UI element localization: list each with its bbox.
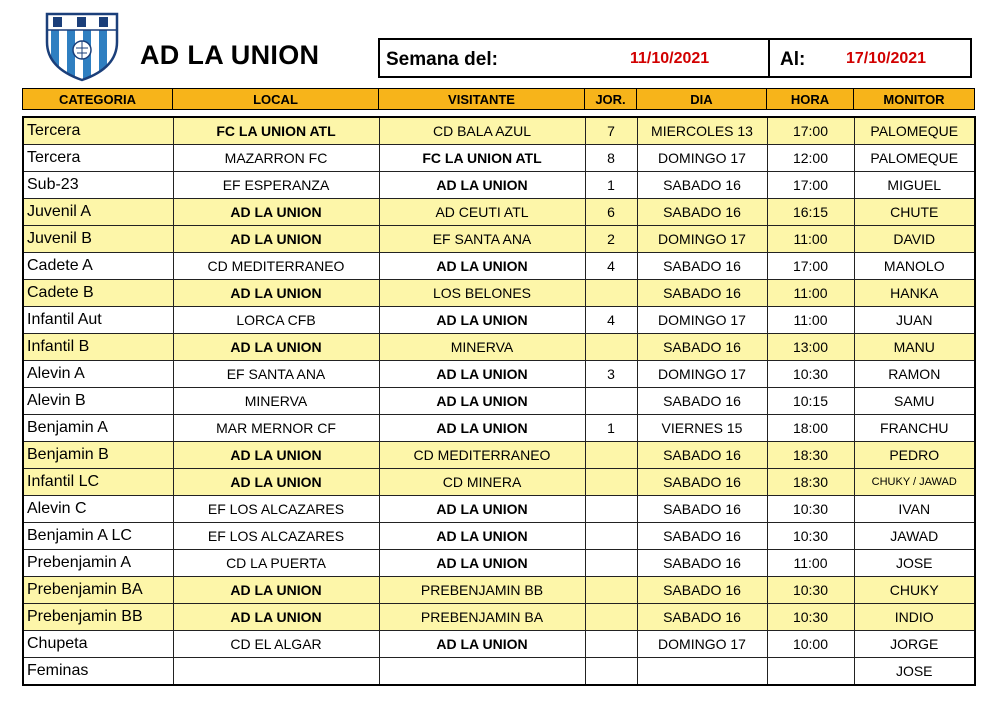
club-crest-icon bbox=[43, 8, 121, 82]
monitor-cell: CHUKY bbox=[854, 577, 975, 604]
table-row bbox=[23, 604, 975, 631]
monitor-cell: CHUTE bbox=[854, 199, 975, 226]
monitor-cell: PEDRO bbox=[854, 442, 975, 469]
matchday-cell: 8 bbox=[585, 145, 637, 172]
monitor-cell: MANU bbox=[854, 334, 975, 361]
table-row bbox=[23, 658, 975, 686]
matchday-cell bbox=[585, 577, 637, 604]
day-cell: SABADO 16 bbox=[637, 388, 767, 415]
monitor-cell: IVAN bbox=[854, 496, 975, 523]
day-cell: SABADO 16 bbox=[637, 496, 767, 523]
monitor-cell: HANKA bbox=[854, 280, 975, 307]
table-row bbox=[23, 253, 975, 280]
category-cell: Prebenjamin BB bbox=[23, 604, 173, 631]
visitor-team-cell: CD MINERA bbox=[379, 469, 585, 496]
monitor-cell: INDIO bbox=[854, 604, 975, 631]
time-cell: 10:00 bbox=[767, 631, 854, 658]
matchday-cell bbox=[585, 388, 637, 415]
table-row bbox=[23, 415, 975, 442]
time-cell bbox=[767, 658, 854, 686]
day-cell: DOMINGO 17 bbox=[637, 226, 767, 253]
visitor-team-cell: AD LA UNION bbox=[379, 550, 585, 577]
table-row bbox=[23, 199, 975, 226]
visitor-team-cell: AD LA UNION bbox=[379, 361, 585, 388]
visitor-team-cell: AD LA UNION bbox=[379, 415, 585, 442]
local-team-cell: EF LOS ALCAZARES bbox=[173, 523, 379, 550]
visitor-team-cell: AD LA UNION bbox=[379, 496, 585, 523]
column-header-categoria: CATEGORIA bbox=[23, 89, 173, 110]
visitor-team-cell: AD CEUTI ATL bbox=[379, 199, 585, 226]
monitor-cell: MANOLO bbox=[854, 253, 975, 280]
category-cell: Cadete B bbox=[23, 280, 173, 307]
time-cell: 11:00 bbox=[767, 280, 854, 307]
category-cell: Benjamin B bbox=[23, 442, 173, 469]
day-cell: SABADO 16 bbox=[637, 253, 767, 280]
matchday-cell bbox=[585, 658, 637, 686]
matchday-cell: 3 bbox=[585, 361, 637, 388]
visitor-team-cell: EF SANTA ANA bbox=[379, 226, 585, 253]
category-cell: Alevin C bbox=[23, 496, 173, 523]
schedule-table bbox=[22, 116, 976, 686]
local-team-cell: AD LA UNION bbox=[173, 577, 379, 604]
visitor-team-cell: PREBENJAMIN BB bbox=[379, 577, 585, 604]
visitor-team-cell: CD BALA AZUL bbox=[379, 117, 585, 145]
local-team-cell: AD LA UNION bbox=[173, 604, 379, 631]
visitor-team-cell: FC LA UNION ATL bbox=[379, 145, 585, 172]
day-cell: SABADO 16 bbox=[637, 523, 767, 550]
local-team-cell: MAR MERNOR CF bbox=[173, 415, 379, 442]
day-cell: SABADO 16 bbox=[637, 172, 767, 199]
category-cell: Alevin B bbox=[23, 388, 173, 415]
table-row bbox=[23, 172, 975, 199]
time-cell: 10:15 bbox=[767, 388, 854, 415]
table-row bbox=[23, 469, 975, 496]
day-cell: SABADO 16 bbox=[637, 442, 767, 469]
day-cell: SABADO 16 bbox=[637, 280, 767, 307]
local-team-cell: LORCA CFB bbox=[173, 307, 379, 334]
table-row bbox=[23, 388, 975, 415]
category-cell: Tercera bbox=[23, 117, 173, 145]
day-cell: DOMINGO 17 bbox=[637, 361, 767, 388]
day-cell: VIERNES 15 bbox=[637, 415, 767, 442]
time-cell: 12:00 bbox=[767, 145, 854, 172]
day-cell: SABADO 16 bbox=[637, 604, 767, 631]
time-cell: 18:00 bbox=[767, 415, 854, 442]
week-from-label: Semana del: bbox=[386, 49, 498, 70]
local-team-cell: EF LOS ALCAZARES bbox=[173, 496, 379, 523]
category-cell: Tercera bbox=[23, 145, 173, 172]
week-to-date: 17/10/2021 bbox=[846, 50, 927, 67]
day-cell: SABADO 16 bbox=[637, 334, 767, 361]
column-header-monitor: MONITOR bbox=[854, 89, 975, 110]
local-team-cell: EF SANTA ANA bbox=[173, 361, 379, 388]
monitor-cell: JORGE bbox=[854, 631, 975, 658]
monitor-cell: PALOMEQUE bbox=[854, 145, 975, 172]
local-team-cell: FC LA UNION ATL bbox=[173, 117, 379, 145]
visitor-team-cell: CD MEDITERRANEO bbox=[379, 442, 585, 469]
time-cell: 11:00 bbox=[767, 226, 854, 253]
visitor-team-cell: AD LA UNION bbox=[379, 388, 585, 415]
monitor-cell: CHUKY / JAWAD bbox=[854, 469, 975, 496]
matchday-cell bbox=[585, 496, 637, 523]
table-row bbox=[23, 307, 975, 334]
category-cell: Infantil LC bbox=[23, 469, 173, 496]
category-cell: Infantil B bbox=[23, 334, 173, 361]
matchday-cell bbox=[585, 442, 637, 469]
column-header-hora: HORA bbox=[767, 89, 854, 110]
time-cell: 16:15 bbox=[767, 199, 854, 226]
time-cell: 10:30 bbox=[767, 577, 854, 604]
week-divider bbox=[768, 40, 770, 76]
category-cell: Infantil Aut bbox=[23, 307, 173, 334]
monitor-cell: MIGUEL bbox=[854, 172, 975, 199]
matchday-cell: 7 bbox=[585, 117, 637, 145]
category-cell: Prebenjamin BA bbox=[23, 577, 173, 604]
category-cell: Alevin A bbox=[23, 361, 173, 388]
local-team-cell bbox=[173, 658, 379, 686]
day-cell: SABADO 16 bbox=[637, 469, 767, 496]
visitor-team-cell: AD LA UNION bbox=[379, 307, 585, 334]
category-cell: Feminas bbox=[23, 658, 173, 686]
matchday-cell bbox=[585, 631, 637, 658]
day-cell bbox=[637, 658, 767, 686]
monitor-cell: PALOMEQUE bbox=[854, 117, 975, 145]
week-range-box bbox=[378, 38, 972, 78]
week-to-label: Al: bbox=[780, 49, 806, 70]
time-cell: 10:30 bbox=[767, 361, 854, 388]
visitor-team-cell bbox=[379, 658, 585, 686]
day-cell: MIERCOLES 13 bbox=[637, 117, 767, 145]
monitor-cell: JUAN bbox=[854, 307, 975, 334]
local-team-cell: MINERVA bbox=[173, 388, 379, 415]
monitor-cell: FRANCHU bbox=[854, 415, 975, 442]
table-row bbox=[23, 226, 975, 253]
matchday-cell: 4 bbox=[585, 307, 637, 334]
visitor-team-cell: AD LA UNION bbox=[379, 253, 585, 280]
time-cell: 13:00 bbox=[767, 334, 854, 361]
time-cell: 10:30 bbox=[767, 604, 854, 631]
table-row bbox=[23, 145, 975, 172]
column-header-visitante: VISITANTE bbox=[379, 89, 585, 110]
column-header-dia: DIA bbox=[637, 89, 767, 110]
matchday-cell bbox=[585, 280, 637, 307]
matchday-cell bbox=[585, 523, 637, 550]
table-row bbox=[23, 523, 975, 550]
local-team-cell: AD LA UNION bbox=[173, 199, 379, 226]
category-cell: Juvenil B bbox=[23, 226, 173, 253]
table-row bbox=[23, 442, 975, 469]
local-team-cell: AD LA UNION bbox=[173, 469, 379, 496]
page-header bbox=[0, 0, 1000, 88]
time-cell: 17:00 bbox=[767, 172, 854, 199]
time-cell: 10:30 bbox=[767, 496, 854, 523]
table-row bbox=[23, 631, 975, 658]
day-cell: DOMINGO 17 bbox=[637, 631, 767, 658]
visitor-team-cell: AD LA UNION bbox=[379, 631, 585, 658]
schedule-header bbox=[22, 88, 975, 110]
table-row bbox=[23, 577, 975, 604]
local-team-cell: EF ESPERANZA bbox=[173, 172, 379, 199]
local-team-cell: CD LA PUERTA bbox=[173, 550, 379, 577]
visitor-team-cell: MINERVA bbox=[379, 334, 585, 361]
category-cell: Benjamin A LC bbox=[23, 523, 173, 550]
time-cell: 10:30 bbox=[767, 523, 854, 550]
monitor-cell: DAVID bbox=[854, 226, 975, 253]
category-cell: Juvenil A bbox=[23, 199, 173, 226]
local-team-cell: AD LA UNION bbox=[173, 334, 379, 361]
visitor-team-cell: LOS BELONES bbox=[379, 280, 585, 307]
matchday-cell: 1 bbox=[585, 415, 637, 442]
local-team-cell: AD LA UNION bbox=[173, 442, 379, 469]
table-row bbox=[23, 361, 975, 388]
time-cell: 11:00 bbox=[767, 550, 854, 577]
local-team-cell: CD EL ALGAR bbox=[173, 631, 379, 658]
time-cell: 11:00 bbox=[767, 307, 854, 334]
day-cell: SABADO 16 bbox=[637, 577, 767, 604]
category-cell: Cadete A bbox=[23, 253, 173, 280]
category-cell: Benjamin A bbox=[23, 415, 173, 442]
column-header-local: LOCAL bbox=[173, 89, 379, 110]
visitor-team-cell: AD LA UNION bbox=[379, 172, 585, 199]
day-cell: SABADO 16 bbox=[637, 550, 767, 577]
category-cell: Prebenjamin A bbox=[23, 550, 173, 577]
local-team-cell: AD LA UNION bbox=[173, 226, 379, 253]
day-cell: DOMINGO 17 bbox=[637, 307, 767, 334]
matchday-cell: 1 bbox=[585, 172, 637, 199]
week-from-date: 11/10/2021 bbox=[630, 50, 710, 67]
visitor-team-cell: AD LA UNION bbox=[379, 523, 585, 550]
time-cell: 17:00 bbox=[767, 253, 854, 280]
monitor-cell: RAMON bbox=[854, 361, 975, 388]
table-row bbox=[23, 496, 975, 523]
day-cell: DOMINGO 17 bbox=[637, 145, 767, 172]
local-team-cell: AD LA UNION bbox=[173, 280, 379, 307]
category-cell: Chupeta bbox=[23, 631, 173, 658]
visitor-team-cell: PREBENJAMIN BA bbox=[379, 604, 585, 631]
table-row bbox=[23, 280, 975, 307]
local-team-cell: MAZARRON FC bbox=[173, 145, 379, 172]
matchday-cell: 2 bbox=[585, 226, 637, 253]
club-name: AD LA UNION bbox=[140, 40, 320, 70]
column-header-jornada: JOR. bbox=[585, 89, 637, 110]
time-cell: 18:30 bbox=[767, 442, 854, 469]
monitor-cell: JOSE bbox=[854, 658, 975, 686]
category-cell: Sub-23 bbox=[23, 172, 173, 199]
day-cell: SABADO 16 bbox=[637, 199, 767, 226]
matchday-cell bbox=[585, 469, 637, 496]
table-row bbox=[23, 117, 975, 145]
matchday-cell bbox=[585, 604, 637, 631]
matchday-cell bbox=[585, 334, 637, 361]
monitor-cell: SAMU bbox=[854, 388, 975, 415]
local-team-cell: CD MEDITERRANEO bbox=[173, 253, 379, 280]
table-row bbox=[23, 550, 975, 577]
matchday-cell bbox=[585, 550, 637, 577]
matchday-cell: 4 bbox=[585, 253, 637, 280]
matchday-cell: 6 bbox=[585, 199, 637, 226]
time-cell: 17:00 bbox=[767, 117, 854, 145]
monitor-cell: JAWAD bbox=[854, 523, 975, 550]
time-cell: 18:30 bbox=[767, 469, 854, 496]
monitor-cell: JOSE bbox=[854, 550, 975, 577]
table-row bbox=[23, 334, 975, 361]
